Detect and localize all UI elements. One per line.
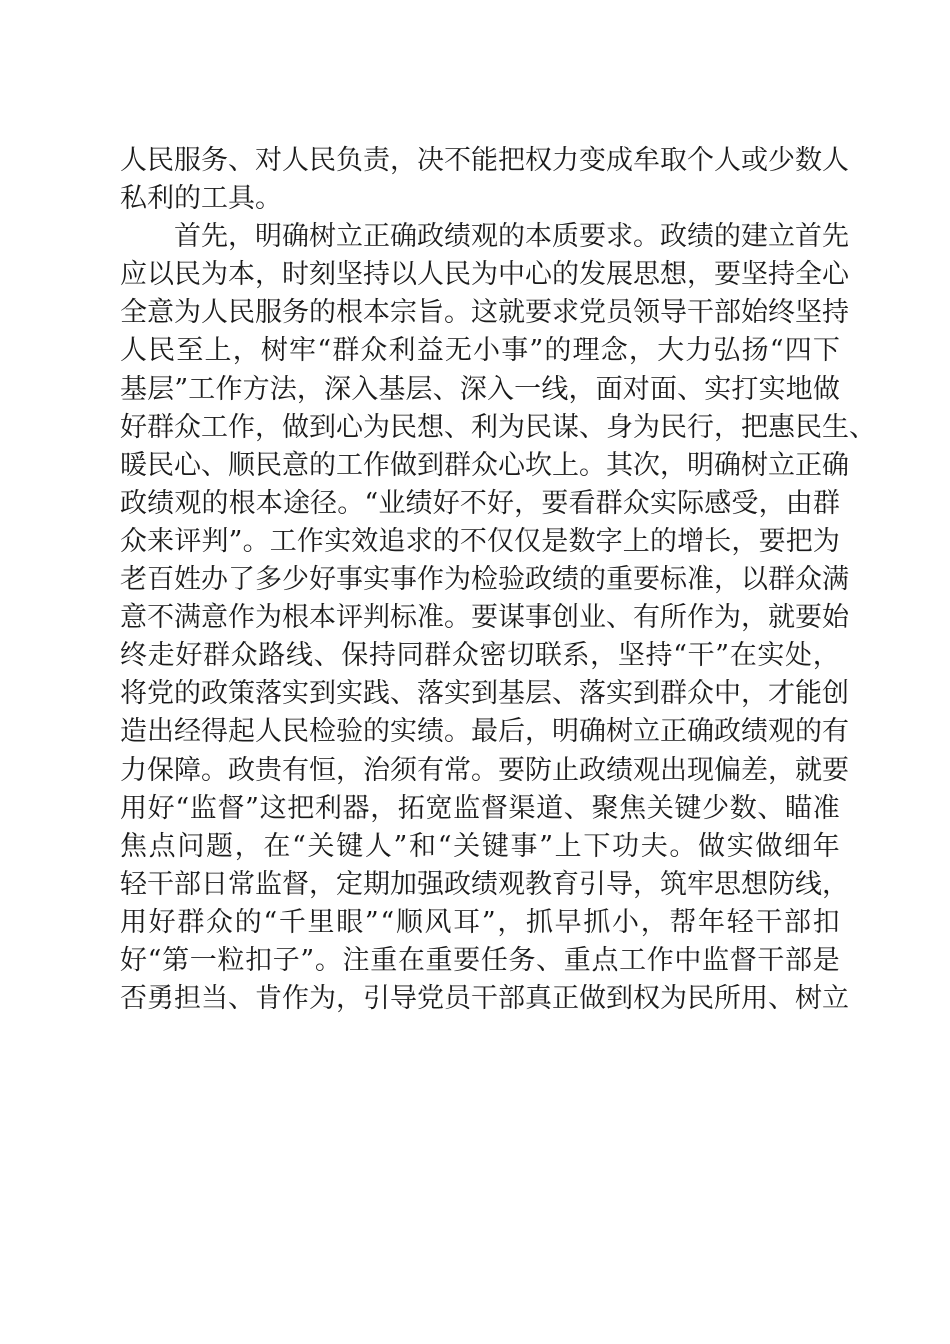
text-line: 用 好 “ 监 督 ” 这 把 利 器 ， 拓 宽 监 督 渠 道 、 聚 焦 关 键 少 数 、 瞄 准 <box>120 792 840 824</box>
text-line: 政 绩 观 的 根 本 途 径 。 “ 业 绩 好 不 好 ， 要 看 群 众 实 际 感 受 ， 由 群 <box>120 487 840 519</box>
text-line: 意 不 满 意 作 为 根 本 评 判 标 准 。 要 谋 事 创 业 、 有 所 作 为 ， 就 要 始 <box>120 602 849 634</box>
text-line: 焦 点 问 题 ， 在 “ 关 键 人 ” 和 “ 关 键 事 ” 上 下 功 夫 。 做 实 做 细 年 <box>120 830 840 862</box>
text-line: 基 层 ” 工 作 方 法 ， 深 入 基 层 、 深 入 一 线 ， 面 对 面 、 实 打 实 地 做 <box>120 373 840 405</box>
text-line: 暖 民 心 、 顺 民 意 的 工 作 做 到 群 众 心 坎 上 。 其 次 ， 明 确 树 立 正 确 <box>120 449 849 481</box>
text-line: 私利的工具。 <box>120 183 282 215</box>
text-line: 好 群 众 工 作 ， 做 到 心 为 民 想 、 利 为 民 谋 、 身 为 民 行 ， 把 惠 民 生 、 <box>120 411 876 443</box>
text-line: 全 意 为 人 民 服 务 的 根 本 宗 旨 。 这 就 要 求 党 员 领 导 干 部 始 终 坚 持 <box>120 297 849 329</box>
text-line: 用 好 群 众 的 “ 千 里 眼 ” “ 顺 风 耳 ” ， 抓 早 抓 小 ， 帮 年 轻 干 部 扣 <box>120 906 840 938</box>
text-line: 老 百 姓 办 了 多 少 好 事 实 事 作 为 检 验 政 绩 的 重 要 标 准 ， 以 群 众 满 <box>120 564 849 596</box>
text-line: 轻 干 部 日 常 监 督 ， 定 期 加 强 政 绩 观 教 育 引 导 ， 筑 牢 思 想 防 线 ， <box>120 868 849 900</box>
body-text <box>120 142 876 1018</box>
text-line: 应 以 民 为 本 ， 时 刻 坚 持 以 人 民 为 中 心 的 发 展 思 想 ， 要 坚 持 全 心 <box>120 259 849 291</box>
text-line: 人 民 至 上 ， 树 牢 “ 群 众 利 益 无 小 事 ” 的 理 念 ， 大 力 弘 扬 “ 四 下 <box>120 335 840 367</box>
text-line: 人 民 服 务 、 对 人 民 负 责 ， 决 不 能 把 权 力 变 成 牟 取 个 人 或 少 数 人 <box>120 145 849 176</box>
text-line: 否 勇 担 当 、 肯 作 为 ， 引 导 党 员 干 部 真 正 做 到 权 为 民 所 用 、 树 立 <box>120 983 849 1015</box>
text-line: 将 党 的 政 策 落 实 到 实 践 、 落 实 到 基 层 、 落 实 到 群 众 中 ， 才 能 创 <box>120 678 849 710</box>
text-line: 终 走 好 群 众 路 线 、 保 持 同 群 众 密 切 联 系 ， 坚 持 “ 干 ” 在 实 处 ， <box>120 640 840 672</box>
text-line: 造 出 经 得 起 人 民 检 验 的 实 绩 。 最 后 ， 明 确 树 立 正 确 政 绩 观 的 有 <box>120 716 849 748</box>
text-line: 众 来 评 判 ” 。 工 作 实 效 追 求 的 不 仅 仅 是 数 字 上 的 增 长 ， 要 把 为 <box>120 525 840 557</box>
text-line: 力 保 障 。 政 贵 有 恒 ， 治 须 有 常 。 要 防 止 政 绩 观 出 现 偏 差 ， 就 要 <box>120 754 849 786</box>
text-line: 好 “ 第 一 粒 扣 子 ” 。 注 重 在 重 要 任 务 、 重 点 工 作 中 监 督 干 部 是 <box>120 944 840 976</box>
text-line: 首 先 ， 明 确 树 立 正 确 政 绩 观 的 本 质 要 求 。 政 绩 的 建 立 首 先 <box>174 221 849 253</box>
